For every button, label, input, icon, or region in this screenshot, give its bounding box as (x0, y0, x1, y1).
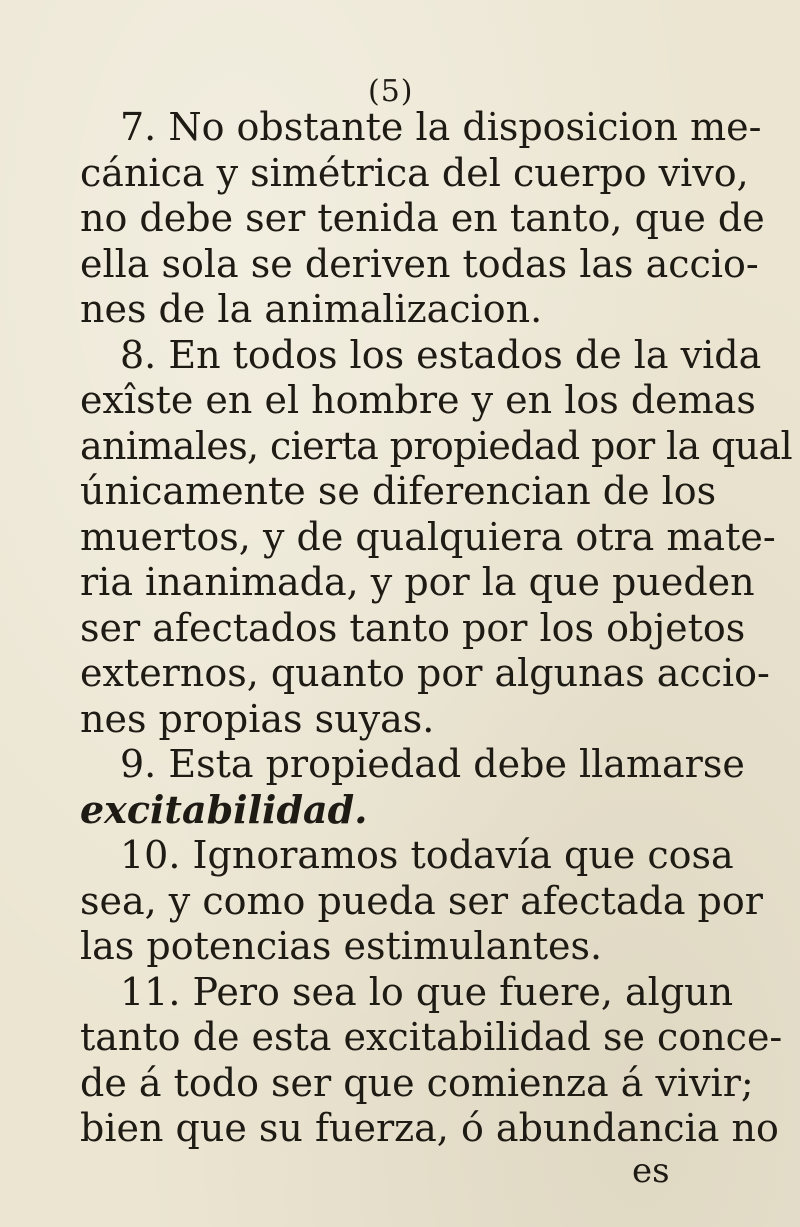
text-line: de á todo ser que comienza á vivir; (80, 1060, 754, 1105)
text-line: las potencias estimulantes. (80, 924, 603, 968)
text-line: externos, quanto por algunas accio- (80, 651, 770, 695)
text-line: tanto de esta excitabilidad se conce- (80, 1015, 783, 1059)
text-line: bien que su fuerza, ó abundancia no (80, 1106, 779, 1150)
text-line: ria inanimada, y por la que pueden (80, 560, 755, 604)
catchword: es (632, 1150, 670, 1191)
text-line: exîste en el hombre y en los demas (80, 378, 756, 422)
text-line: nes de la animalizacion. (80, 287, 543, 331)
text-line: únicamente se diferencian de los (80, 469, 717, 513)
text-line: ella sola se deriven todas las accio- (80, 241, 759, 286)
text-line: 9. Esta propiedad debe llamarse (120, 742, 745, 786)
text-line: animales, cierta propiedad por la qual (80, 423, 793, 468)
text-line: 8. En todos los estados de la vida (120, 332, 762, 377)
text-line-emphasis: excitabilidad. (80, 786, 368, 832)
text-line: nes propias suyas. (80, 696, 435, 741)
text-line: 7. No obstante la disposicion me- (120, 105, 762, 149)
text-line: sea, y como pueda ser afectada por (80, 878, 763, 923)
text-line: cánica y simétrica del cuerpo vivo, (80, 150, 749, 195)
page-number: (5) (368, 74, 414, 109)
text-line: 10. Ignoramos todavía que cosa (120, 833, 734, 877)
text-line: ser afectados tanto por los objetos (80, 605, 746, 650)
text-line: 11. Pero sea lo que fuere, algun (120, 969, 734, 1014)
text-line: no debe ser tenida en tanto, que de (80, 196, 765, 240)
text-line: muertos, y de qualquiera otra mate- (80, 514, 776, 559)
